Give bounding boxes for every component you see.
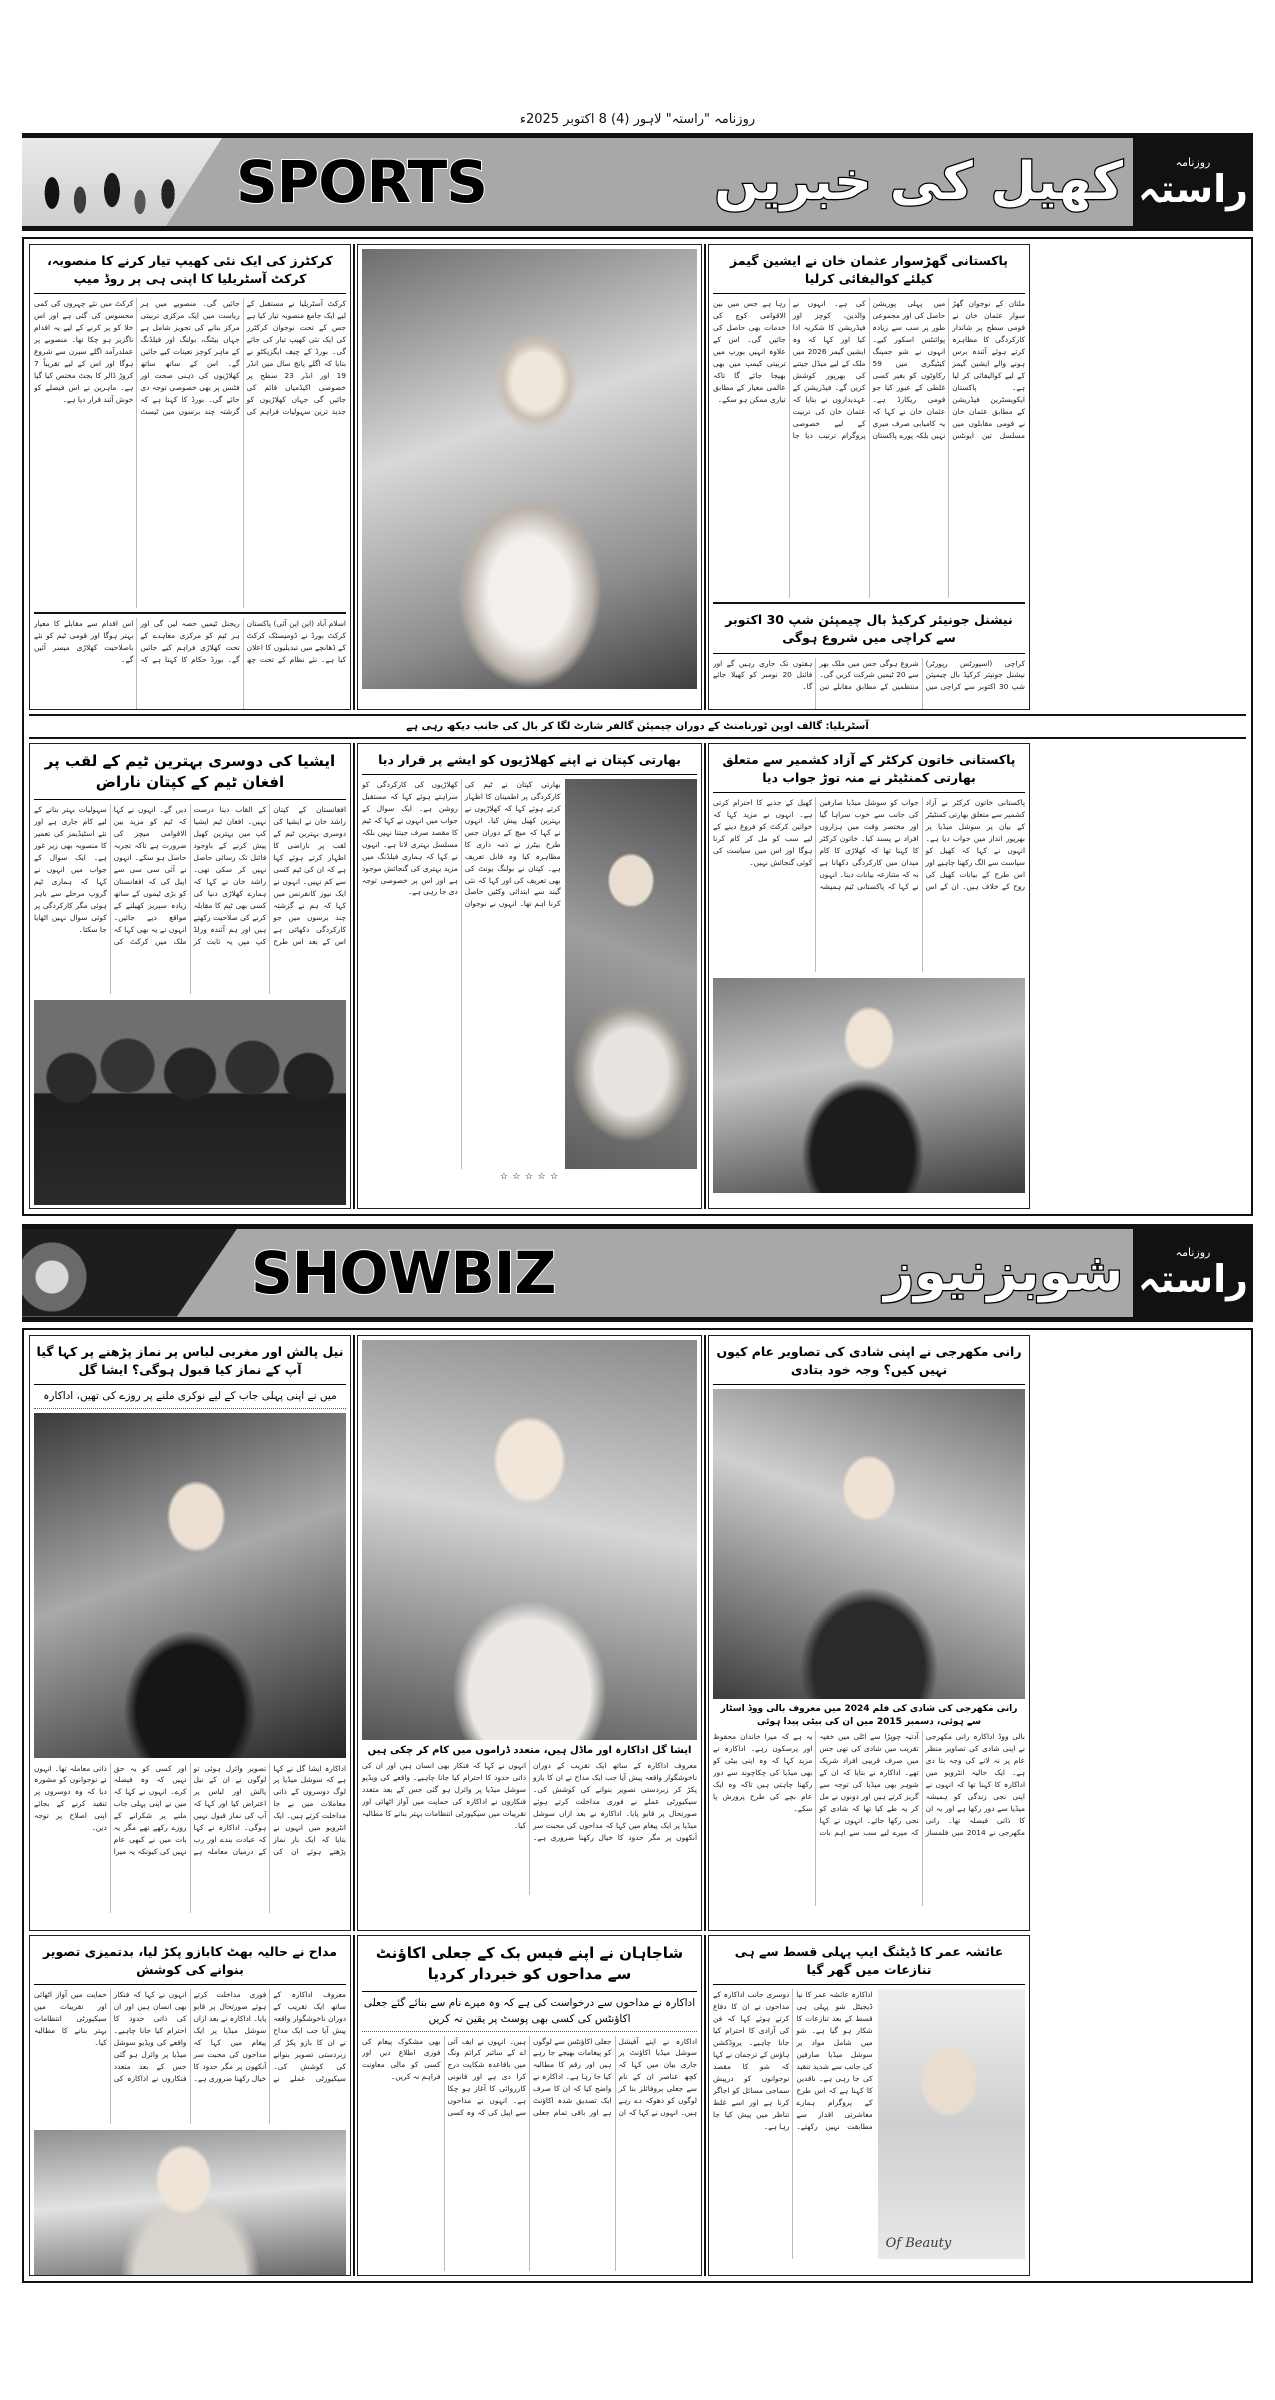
headline-rani-mukerji: رانی مکھرجی نے اپنی شادی کی تصاویر عام کیوں نہیں کیں؟ وجہ خود بتادی (713, 1340, 1025, 1385)
column-divider (353, 1935, 355, 2276)
article-ayesha-omar[interactable] (708, 1935, 1030, 2276)
column-divider (353, 244, 355, 710)
masthead-logo-sports (1133, 138, 1253, 226)
star-divider: ☆ ☆ ☆ ☆ ☆ (499, 1170, 560, 1181)
sports-latin-title: SPORTS (236, 148, 487, 216)
column-divider (704, 743, 706, 1209)
article-esha-gul-left[interactable] (29, 1335, 351, 1931)
photo-block-actress-center (357, 1335, 702, 1931)
caption-actress-center: ایشا گل اداکارہ اور ماڈل ہیں، متعدد ڈراموں میں کام کر چکی ہیں (367, 1744, 692, 1756)
showbiz-masthead-banner (22, 1224, 1253, 1322)
sports-section (22, 237, 1253, 1216)
divider (713, 602, 1025, 604)
body-indian-captain: بھارتی کپتان نے ٹیم کی کارکردگی پر اطمینان کا اظہار کرتے ہوئے کہا کہ کھلاڑیوں نے بہترین کھیل پیش کیا۔ انہوں نے کہا کہ میچ کے دوران جس طرح بیٹرز نے ذمہ داری کا مظاہرہ کیا وہ قابل تعریف ہے۔ کپتان نے بولنگ یونٹ کی بھی تعریف کی اور کہا کہ نئی گیند سے ابتدائی وکٹیں حاصل کرنا اہم تھا۔ انہوں نے نوجوان کھلاڑیوں کی کارکردگی کو سراہتے ہوئے کہا کہ مستقبل روشن ہے۔ ایک سوال کے جواب میں انہوں نے کہا کہ ٹیم کا مقصد صرف جیتنا نہیں بلکہ مسلسل بہتری لانا ہے۔ انہوں نے کہا کہ ہماری فیلڈنگ میں مزید بہتری کی گنجائش موجود ہے اور اس پر خصوصی توجہ دی جا رہی ہے۔ (362, 779, 561, 909)
logo-small-text: روزنامہ (1175, 1246, 1211, 1259)
body-fake-account: اداکارہ نے اپنے آفیشل سوشل میڈیا اکاؤنٹ پر جاری بیان میں کہا کہ کچھ عناصر ان کے نام سے جعلی پروفائلز بنا کر لوگوں کو دھوکہ دے رہے ہیں۔ انہوں نے کہا کہ ان جعلی اکاؤنٹس سے لوگوں کو پیغامات بھیجے جا رہے ہیں اور رقم کا مطالبہ کیا جا رہا ہے۔ اداکارہ نے واضح کیا کہ ان کا صرف ایک تصدیق شدہ اکاؤنٹ ہے اور باقی تمام جعلی ہیں۔ انہوں نے ایف آئی اے کے سائبر کرائم ونگ میں باقاعدہ شکایت درج کرا دی ہے اور قانونی کارروائی کا آغاز ہو چکا ہے۔ انہوں نے مداحوں سے اپیل کی کہ وہ کسی بھی مشکوک پیغام کی فوری اطلاع دیں اور کسی کو مالی معاونت فراہم نہ کریں۔ (362, 2036, 697, 2118)
ad-label: Of Beauty (885, 2235, 952, 2251)
caption-golf-photo: آسٹریلیا: گالف اوپن ٹورنامنٹ کے دوران چیمپئن گالفر شارٹ لگا کر بال کی جانب دیکھ رہی ہے (29, 714, 1246, 739)
logo-big-text: راستہ (1137, 166, 1249, 211)
headline-woman-cricketer: پاکستانی خاتون کرکٹر کے آزاد کشمیر سے متعلق بھارتی کمنٹیٹر نے منہ توڑ جواب دیا (713, 748, 1025, 793)
article-cricket-australia[interactable] (29, 244, 351, 710)
body-equestrian: ملتان کے نوجوان گھڑ سوار عثمان خان نے قومی سطح پر شاندار کارکردگی کا مظاہرہ کرتے ہوئے آئندہ برس ہونے والے ایشین گیمز کے لیے کوالیفائی کر لیا ہے۔ پاکستان ایکویسٹرین فیڈریشن کے مطابق عثمان خان نے قومی مقابلوں میں مسلسل تین ایونٹس میں پہلی پوزیشن حاصل کی اور مجموعی طور پر سب سے زیادہ پوائنٹس اسکور کیے۔ انہوں نے شو جمپنگ کیٹیگری میں 59 رکاوٹوں کو بغیر کسی غلطی کے عبور کیا جو قومی ریکارڈ ہے۔ عثمان خان نے کہا کہ یہ کامیابی صرف میری نہیں بلکہ پورے پاکستان کی ہے۔ انہوں نے والدین، کوچز اور فیڈریشن کا شکریہ ادا کیا اور کہا کہ وہ ایشین گیمز 2026 میں ملک کے لیے میڈل جیتنے کی بھرپور کوشش کریں گے۔ فیڈریشن کے عہدیداروں نے بتایا کہ عثمان خان کی تربیت کے لیے خصوصی پروگرام ترتیب دیا جا رہا ہے جس میں بین الاقوامی کوچ کی خدمات بھی حاصل کی جائیں گی۔ اس کے علاوہ انہیں یورپ میں تربیتی کیمپ میں بھی بھیجا جائے گا تاکہ عالمی معیار کے مطابق تیاری ممکن ہو سکے۔ (713, 299, 1025, 441)
headline-junior-championship: نیشنل جونیئر کرکیڈ بال چیمپئن شپ 30 اکتوبر سے کراچی میں شروع ہوگی (713, 608, 1025, 653)
headline-ayesha-omar: عائشہ عمر کا ڈیٹنگ ایپ پہلی قسط سے ہی تنازعات میں گھر گیا (713, 1940, 1025, 1985)
column-divider (353, 743, 355, 1209)
article-indian-captain[interactable] (357, 743, 702, 1209)
body-woman-cricketer: پاکستانی خاتون کرکٹر نے آزاد کشمیر سے متعلق بھارتی کمنٹیٹر کے بیان پر سوشل میڈیا پر بھرپور انداز میں جواب دیا ہے۔ انہوں نے کہا کہ کھیل کو سیاست سے الگ رکھنا چاہیے اور اس طرح کے بیانات کھیل کی روح کے خلاف ہیں۔ ان کے اس جواب کو سوشل میڈیا صارفین کی جانب سے خوب سراہا گیا اور مختصر وقت میں ہزاروں افراد نے پسند کیا۔ خاتون کرکٹر کا کہنا تھا کہ کھلاڑی کا کام میدان میں کارکردگی دکھانا ہے نہ کہ متنازعہ بیانات دینا۔ انہوں نے کہا کہ پاکستانی ٹیم ہمیشہ کھیل کے جذبے کا احترام کرتی ہے۔ انہوں نے مزید کہا کہ خواتین کرکٹ کو فروغ دینے کے لیے سب کو مل کر کام کرنا ہوگا اور اس میں سیاست کی کوئی گنجائش نہیں۔ (713, 797, 1025, 891)
headline-fan-incident: مداح نے حالیہ بھٹ کابازو پکڑ لیا، بدتمیزی تصویر بنوانے کی کوشش (34, 1940, 346, 1985)
photo-actress-bottom-left (34, 2130, 346, 2276)
logo-small-text: روزنامہ (1175, 155, 1211, 169)
headline-afghan-captain: ایشیا کی دوسری بہترین ٹیم کے لقب پر افغان ٹیم کے کپتان ناراض (34, 748, 346, 801)
body-rani-mukerji: بالی ووڈ اداکارہ رانی مکھرجی نے اپنی شادی کی تصاویر منظر عام پر نہ لانے کی وجہ بتا دی ہے۔ ایک حالیہ انٹرویو میں اداکارہ کا کہنا تھا کہ انہوں نے اپنی نجی زندگی کو ہمیشہ میڈیا سے دور رکھا ہے اور یہ ان کا ذاتی فیصلہ تھا۔ رانی مکھرجی نے 2014 میں فلمساز آدتیہ چوپڑا سے اٹلی میں خفیہ تقریب میں شادی کی تھی جس میں صرف قریبی افراد شریک تھے۔ اداکارہ نے بتایا کہ ان کے شوہر بھی میڈیا کی توجہ سے گریز کرتے ہیں اور دونوں نے مل کر یہ طے کیا تھا کہ شادی کو نجی رکھا جائے۔ انہوں نے کہا کہ میرے لیے سب سے اہم بات یہ ہے کہ میرا خاندان محفوظ اور پرسکون رہے۔ اداکارہ نے مزید کہا کہ وہ اپنی بیٹی کو بھی میڈیا کی چکاچوند سے دور رکھنا چاہتی ہیں تاکہ وہ ایک عام بچے کی طرح پرورش پا سکے۔ (713, 1731, 1025, 1837)
headline-esha-gul: نیل پالش اور مغربی لباس پر نماز پڑھنے پر کہا گیا آپ کے نماز کیا قبول ہوگی؟ ایشا گل (34, 1340, 346, 1385)
photo-esha-gul (34, 1413, 346, 1758)
column-divider (704, 244, 706, 710)
headline-cricket-australia: کرکٹرز کی ایک نئی کھیپ تیار کرنے کا منصوبہ، کرکٹ آسٹریلیا کا اپنی ہی پر روڈ میپ (34, 249, 346, 294)
article-fan-incident[interactable] (29, 1935, 351, 2276)
article-afghan-captain[interactable] (29, 743, 351, 1209)
sports-urdu-title: کھیل کی خبریں (714, 152, 1123, 212)
photo-indian-cricketer (565, 779, 697, 1169)
photo-block-golf (357, 244, 702, 710)
article-woman-cricketer[interactable] (708, 743, 1030, 1209)
showbiz-urdu-title: شوبزنیوز (884, 1242, 1123, 1303)
body-cricket-australia: کرکٹ آسٹریلیا نے مستقبل کے لیے ایک جامع منصوبہ تیار کیا ہے جس کے تحت نوجوان کرکٹرز کی ایک نئی کھیپ تیار کی جائے گی۔ بورڈ کے چیف ایگزیکٹو نے بتایا کہ اگلے پانچ سال میں انڈر 19 اور انڈر 23 سطح پر خصوصی اکیڈمیاں قائم کی جائیں گی جہاں کھلاڑیوں کو جدید ترین سہولیات فراہم کی جائیں گی۔ منصوبے میں ہر ریاست میں ایک مرکزی تربیتی مرکز بنانے کی تجویز شامل ہے جہاں بیٹنگ، بولنگ اور فیلڈنگ کے ماہر کوچز تعینات کیے جائیں گے۔ اس کے ساتھ ساتھ کھلاڑیوں کی ذہنی صحت اور فٹنس پر بھی خصوصی توجہ دی جائے گی۔ بورڈ کا کہنا ہے کہ گزشتہ چند برسوں میں ٹیسٹ کرکٹ میں نئے چہروں کی کمی محسوس کی گئی ہے اور اس خلا کو پر کرنے کے لیے یہ اقدام ناگزیر ہو چکا تھا۔ منصوبے پر عملدرآمد اگلے سیزن سے شروع ہوگا اور اس کے لیے تقریباً 7 کروڑ ڈالر کا بجٹ مختص کیا گیا ہے۔ ماہرین نے اس فیصلے کو خوش آئند قرار دیا ہے۔ (34, 299, 346, 417)
body-ayesha-omar: اداکارہ عائشہ عمر کا نیا ڈیجیٹل شو پہلی ہی قسط کے بعد تنازعات کا شکار ہو گیا ہے۔ شو میں شامل مواد پر سوشل میڈیا صارفین کی جانب سے شدید تنقید کی جا رہی ہے۔ ناقدین کا کہنا ہے کہ اس طرح کے پروگرام ہمارے معاشرتی اقدار سے مطابقت نہیں رکھتے۔ دوسری جانب اداکارہ کے مداحوں نے ان کا دفاع کرتے ہوئے کہا کہ فن کی آزادی کا احترام کیا جانا چاہیے۔ پروڈکشن ہاؤس کے ترجمان نے کہا کہ شو کا مقصد نوجوانوں کو درپیش سماجی مسائل کو اجاگر کرنا ہے اور اسے غلط تناظر میں پیش کیا جا رہا ہے۔ (713, 1989, 873, 2131)
sports-silhouette-image (22, 138, 222, 226)
body-fan-incident: معروف اداکارہ کے ساتھ ایک تقریب کے دوران ناخوشگوار واقعہ پیش آیا جب ایک مداح نے ان کا بازو پکڑ کر زبردستی تصویر بنوانے کی کوشش کی۔ سیکیورٹی عملے نے فوری مداخلت کرتے ہوئے صورتحال پر قابو پایا۔ اداکارہ نے بعد ازاں سوشل میڈیا پر ایک پیغام میں کہا کہ مداحوں کی محبت سر آنکھوں پر مگر حدود کا خیال رکھنا ضروری ہے۔ انہوں نے کہا کہ فنکار بھی انسان ہیں اور ان کی ذاتی حدود کا احترام کیا جانا چاہیے۔ واقعے کی ویڈیو سوشل میڈیا پر وائرل ہو گئی جس کے بعد متعدد فنکاروں نے اداکارہ کی حمایت میں آواز اٹھائی اور تقریبات میں سیکیورٹی انتظامات بہتر بنانے کا مطالبہ کیا۔ (34, 1989, 346, 2083)
showbiz-section (22, 1328, 1253, 2283)
column-divider (704, 1335, 706, 1931)
article-equestrian[interactable] (708, 244, 1030, 710)
subhead-fake-account: اداکارہ نے مداحوں سے درخواست کی ہے کہ وہ میرے نام سے بنائے گئے جعلی اکاؤنٹس کی کسی بھی پوسٹ پر یقین نہ کریں (362, 1996, 697, 2032)
photo-woman-cricketer (713, 978, 1025, 1193)
photo-actress-center (362, 1340, 697, 1740)
subhead-esha-gul: میں نے اپنی پہلی جاب کے لیے نوکری ملنے پر روزے کی تھیں، اداکارہ (34, 1389, 346, 1409)
column-divider (353, 1335, 355, 1931)
body-junior-championship: کراچی (اسپورٹس رپورٹر) نیشنل جونیئر کرکیڈ بال چیمپئن شپ 30 اکتوبر سے کراچی میں شروع ہوگی جس میں ملک بھر سے 20 ٹیمیں شرکت کریں گی۔ منتظمین کے مطابق مقابلے تین ہفتوں تک جاری رہیں گے اور فائنل 20 نومبر کو کھیلا جائے گا۔ (713, 658, 1025, 692)
photo-beauty-advertisement (878, 1989, 1025, 2259)
headline-equestrian: پاکستانی گھڑسوار عثمان خان نے ایشین گیمز کیلئے کوالیفائی کرلیا (713, 249, 1025, 294)
showbiz-latin-title: SHOWBIZ (251, 1238, 556, 1307)
photo-golf-champion (362, 249, 697, 689)
headline-indian-captain: بھارتی کپتان نے اپنے کھلاڑیوں کو ایشے پر قرار دیا (362, 748, 697, 775)
showbiz-celebrity-strip (22, 1229, 237, 1317)
logo-big-text: راستہ (1137, 1257, 1249, 1301)
column-divider (704, 1935, 706, 2276)
caption-rani-mukerji: رانی مکھرجی کی شادی کی فلم 2024 میں معروف بالی ووڈ اسٹار سے ہوئی، دسمبر 2015 میں ان کی بیٹی پیدا ہوئی (720, 1703, 1018, 1727)
body-cricket-australia-2: اسلام آباد (این این آئی) پاکستان کرکٹ بورڈ نے ڈومیسٹک کرکٹ کے ڈھانچے میں تبدیلیوں کا اعلان کیا ہے۔ نئے نظام کے تحت چھ ریجنل ٹیمیں حصہ لیں گی اور ہر ٹیم کو مرکزی معاہدے کے تحت کھلاڑی فراہم کیے جائیں گے۔ بورڈ حکام کا کہنا ہے کہ اس اقدام سے مقابلے کا معیار بہتر ہوگا اور قومی ٹیم کو نئے باصلاحیت کھلاڑی میسر آئیں گے۔ (34, 619, 346, 665)
dateline: روزنامہ "راستہ" لاہور (4) 8 اکتوبر 2025ء (519, 112, 756, 127)
article-fake-account[interactable] (357, 1935, 702, 2276)
body-afghan-captain: افغانستان کے کپتان راشد خان نے ایشیا کی دوسری بہترین ٹیم کے لقب پر ناراضی کا اظہار کرتے ہوئے کہا ہے کہ ان کی ٹیم کسی سے کم نہیں۔ انہوں نے ایک نیوز کانفرنس میں کہا کہ ہم نے گزشتہ چند برسوں میں جو کارکردگی دکھائی ہے اس کے بعد اس طرح کے القاب دینا درست نہیں۔ افغان ٹیم ایشیا کپ میں بہترین کھیل پیش کرنے کے باوجود فائنل تک رسائی حاصل نہیں کر سکی تھی۔ راشد خان نے کہا کہ ہمارے کھلاڑی دنیا کی کسی بھی ٹیم کا مقابلہ کرنے کی صلاحیت رکھتے ہیں اور ہم آئندہ ورلڈ کپ میں یہ ثابت کر دیں گے۔ انہوں نے کہا کہ ٹیم کو مزید بین الاقوامی میچز کی ضرورت ہے تاکہ تجربہ حاصل ہو سکے۔ انہوں نے آئی سی سی سے اپیل کی کہ افغانستان کو بڑی ٹیموں کے ساتھ زیادہ سیریز کھیلنے کے مواقع دیے جائیں۔ انہوں نے یہ بھی کہا کہ ملک میں کرکٹ کی سہولیات بہتر بنانے کے لیے کام جاری ہے اور نئے اسٹیڈیمز کی تعمیر کا منصوبہ بھی زیر غور ہے۔ ایک سوال کے جواب میں انہوں نے کہا کہ ہماری ٹیم گروپ مرحلے سے باہر ہوئی مگر کارکردگی پر کوئی سوال نہیں اٹھایا جا سکتا۔ (34, 805, 346, 946)
divider (34, 612, 346, 614)
body-actress-center: معروف اداکارہ کے ساتھ ایک تقریب کے دوران ناخوشگوار واقعہ پیش آیا جب ایک مداح نے ان کا بازو پکڑ کر زبردستی تصویر بنوانے کی کوشش کی۔ سیکیورٹی عملے نے فوری مداخلت کرتے ہوئے صورتحال پر قابو پایا۔ اداکارہ نے بعد ازاں سوشل میڈیا پر ایک پیغام میں کہا کہ مداحوں کی محبت سر آنکھوں پر مگر حدود کا خیال رکھنا ضروری ہے۔ انہوں نے کہا کہ فنکار بھی انسان ہیں اور ان کی ذاتی حدود کا احترام کیا جانا چاہیے۔ واقعے کی ویڈیو سوشل میڈیا پر وائرل ہو گئی جس کے بعد متعدد فنکاروں نے اداکارہ کی حمایت میں آواز اٹھائی اور تقریبات میں سیکیورٹی انتظامات بہتر بنانے کا مطالبہ کیا۔ (362, 1761, 697, 1842)
article-rani-mukerji[interactable] (708, 1335, 1030, 1931)
photo-rani-mukerji (713, 1389, 1025, 1699)
masthead-logo-showbiz (1133, 1229, 1253, 1317)
photo-afghanistan-team (34, 1000, 346, 1205)
body-esha-gul: اداکارہ ایشا گل نے کہا ہے کہ سوشل میڈیا پر لوگ دوسروں کے ذاتی معاملات میں بے جا مداخلت کرتے ہیں۔ ایک انٹرویو میں انہوں نے بتایا کہ ایک بار نماز پڑھتے ہوئے ان کی تصویر وائرل ہوئی تو لوگوں نے ان کے نیل پالش اور لباس پر اعتراض کیا اور کہا کہ آپ کی نماز قبول نہیں ہوگی۔ اداکارہ نے کہا کہ عبادت بندے اور رب کے درمیان معاملہ ہے اور کسی کو یہ حق نہیں کہ وہ فیصلہ کرے۔ انہوں نے کہا کہ میں نے اپنی پہلی جاب ملنے پر شکرانے کے روزے رکھے تھے مگر یہ بات میں نے کبھی عام نہیں کی کیونکہ یہ میرا ذاتی معاملہ تھا۔ انہوں نے نوجوانوں کو مشورہ دیا کہ وہ دوسروں پر تنقید کرنے کے بجائے اپنی اصلاح پر توجہ دیں۔ (34, 1763, 346, 1857)
sports-masthead-banner (22, 133, 1253, 231)
headline-fake-account: شاجاہان نے اپنے فیس بک کے جعلی اکاؤنٹ سے مداحوں کو خبردار کردیا (362, 1940, 697, 1993)
